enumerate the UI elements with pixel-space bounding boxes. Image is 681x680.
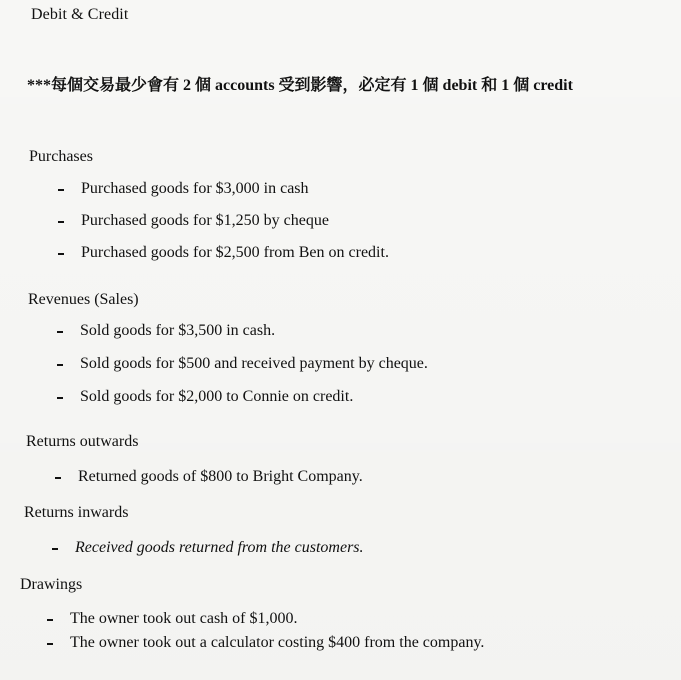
dash-bullet-icon	[52, 548, 58, 550]
section-heading-revenues: Revenues (Sales)	[28, 291, 139, 308]
dash-bullet-icon	[58, 221, 64, 223]
list-item	[47, 634, 484, 652]
dash-bullet-icon	[58, 253, 64, 255]
dash-bullet-icon	[58, 189, 64, 191]
list-item-text: Received goods returned from the customers.	[75, 539, 364, 556]
list-item-text: Purchased goods for $2,500 from Ben on credit.	[81, 244, 389, 261]
dash-bullet-icon	[57, 331, 63, 333]
list-item-text: Purchased goods for $1,250 by cheque	[81, 212, 329, 229]
list-item	[58, 180, 309, 198]
section-heading-drawings: Drawings	[20, 576, 83, 593]
dash-bullet-icon	[57, 397, 63, 399]
dash-bullet-icon	[47, 619, 53, 621]
dash-bullet-icon	[55, 477, 61, 479]
list-item-text: Sold goods for $2,000 to Connie on credit.	[80, 388, 354, 405]
list-item-text: Sold goods for $500 and received payment by cheque.	[80, 355, 428, 372]
list-item-text: Sold goods for $3,500 in cash.	[80, 322, 276, 339]
section-heading-returns-inwards: Returns inwards	[24, 504, 129, 521]
list-item	[57, 322, 275, 340]
document-title: Debit & Credit	[31, 6, 129, 23]
section-heading-purchases: Purchases	[29, 148, 93, 165]
key-note: ***每個交易最少會有 2 個 accounts 受到影響，必定有 1 個 debit 和 1 個 credit	[27, 77, 573, 94]
list-item-text: Returned goods of $800 to Bright Company.	[78, 468, 363, 485]
list-item-text: Purchased goods for $3,000 in cash	[81, 180, 309, 197]
list-item	[57, 388, 353, 406]
list-item-text: The owner took out cash of $1,000.	[70, 610, 298, 627]
list-item	[47, 610, 298, 628]
dash-bullet-icon	[57, 364, 63, 366]
list-item	[58, 244, 389, 262]
list-item	[52, 539, 364, 557]
list-item-text: The owner took out a calculator costing $400 from the company.	[70, 634, 485, 651]
list-item	[55, 468, 363, 486]
list-item	[58, 212, 329, 230]
dash-bullet-icon	[47, 643, 53, 645]
list-item	[57, 355, 428, 373]
section-heading-returns-outwards: Returns outwards	[26, 433, 139, 450]
